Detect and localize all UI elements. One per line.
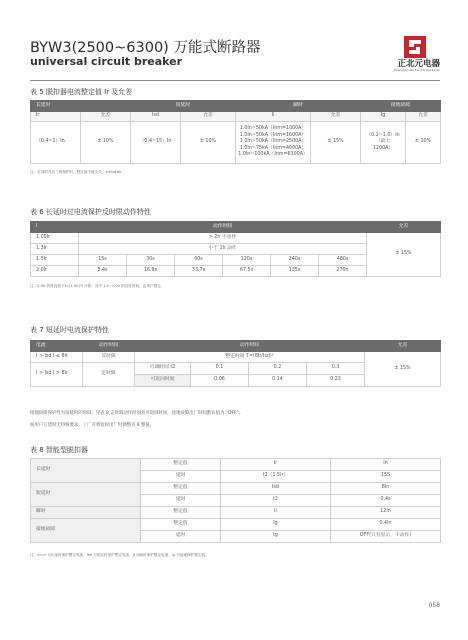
t8-value: In xyxy=(331,459,441,471)
t5-subhead: Ir xyxy=(31,112,81,122)
t7-head-mode: 动作时间 xyxy=(83,341,135,352)
t6-head-time: 动作时间 xyxy=(79,222,367,233)
page-title: BYW3(2500~6300) 万能式断路器 xyxy=(30,40,261,56)
t8-category: 长延时 xyxy=(31,459,141,483)
t7-r2b-cell: 0.14 xyxy=(249,375,307,387)
t8-category: 短延时 xyxy=(31,483,141,507)
t7-r1-time: 整定时间 T=(8Ir/Isd)² xyxy=(135,352,365,363)
t6-r3-cell: 15s xyxy=(79,255,127,266)
t5-ii-line: 1.0In~100kA（Inm=6300A） xyxy=(238,152,308,158)
t5-isd-tol: ± 10% xyxy=(181,122,236,164)
table6-title: 表 6 长延时过电流保护反时限动作特性 xyxy=(30,208,151,216)
t7-r2b-cell: 0.06 xyxy=(191,375,249,387)
t5-subhead: 允差 xyxy=(406,112,441,122)
t8-category: 瞬时 xyxy=(31,507,141,519)
t6-r3-cell: 120s xyxy=(223,255,271,266)
t5-subhead: Ig xyxy=(361,112,406,122)
table8-title: 表 8 智能型脱扣器 xyxy=(30,446,88,454)
t8-symbol: Ig xyxy=(221,519,331,531)
t8-symbol: Ii xyxy=(221,507,331,519)
t8-param: 整定值 xyxy=(141,519,221,531)
t5-group-instant: 瞬时 xyxy=(236,101,361,112)
t7-r2a-cell: 0.1 xyxy=(191,363,249,375)
t8-param: 整定值 xyxy=(141,507,221,519)
t6-r1-current: 1.05Ir xyxy=(31,233,79,244)
t5-subhead: Isd xyxy=(131,112,181,122)
table7-paragraph-2: 如用户订货时无特殊要求，工厂可将短时出厂时调整为 8 整值。 xyxy=(30,423,155,428)
t6-r4-cell: 16.9s xyxy=(127,266,175,277)
t7-r2a-cell: 0.3 xyxy=(307,363,365,375)
t5-subhead: 允差 xyxy=(181,112,236,122)
t7-r2-mode: 定时限 xyxy=(83,363,135,387)
t8-symbol: t2 xyxy=(221,495,331,507)
t6-tol: ± 15% xyxy=(367,233,441,277)
t8-symbol: Isd xyxy=(221,483,331,495)
table5-note: 注：在同时具有三段保护时，整定值不能交叉，Ir≥Isd≥Ii。 xyxy=(30,170,125,174)
logo-mark-icon xyxy=(404,36,426,58)
t7-r2-current: I > Isd I > 8Ir xyxy=(31,363,83,387)
t6-r4-current: 2.0Ir xyxy=(31,266,79,277)
t8-value: OFF(只有显示，不动作) xyxy=(331,531,441,543)
t8-param: 整定值 xyxy=(141,459,221,471)
table5-title: 表 5 脱扣器电流整定值 Ir 及允差 xyxy=(30,88,133,96)
t6-r4-cell: 135s xyxy=(271,266,319,277)
t6-r3-current: 1.5Ir xyxy=(31,255,79,266)
t8-param: 整定值 xyxy=(141,483,221,495)
table6 xyxy=(30,221,441,277)
table7-paragraph-1: 接地故障保护性为短延时的时间，见表 8 定时限动作时间及可返回时间，接地故障出厂时间默认值为 “OFF”。 xyxy=(30,411,244,416)
t8-param: 延时 xyxy=(141,531,221,543)
t7-head-current: 电流 xyxy=(31,341,83,352)
t6-r1-time: > 2h 不动作 xyxy=(79,233,367,244)
page-subtitle: universal circuit breaker xyxy=(30,55,183,68)
page-number: 058 xyxy=(428,602,440,609)
t8-param: 延时 xyxy=(141,471,221,483)
t7-head-tol: 允差 xyxy=(365,341,441,352)
t5-group-ground: 接地故障 xyxy=(361,101,441,112)
t6-head-current: I xyxy=(31,222,79,233)
header-divider xyxy=(30,80,440,81)
t8-param: 延时 xyxy=(141,495,221,507)
t5-ii-line: 1.0In~50kA（Inm=1000A） xyxy=(239,126,307,132)
logo-subtext: Zhengbeiyuan Electric Appliance xyxy=(393,68,440,72)
t8-value: 0.4In xyxy=(331,519,441,531)
t5-ii-tol: ± 15% xyxy=(311,122,361,164)
logo-text: 正北元电器 xyxy=(397,59,440,69)
t5-subhead: Ii xyxy=(236,112,311,122)
t7-head-time: 动作时间 xyxy=(135,341,365,352)
t6-r3-cell: 240s xyxy=(271,255,319,266)
table7 xyxy=(30,340,441,387)
t5-ii-line: 1.0In~50kA（Inm=2500A） xyxy=(239,139,307,145)
t5-isd: （0.4~15）In xyxy=(131,122,181,164)
t7-r1-mode: 反时限 xyxy=(83,352,135,363)
t8-category: 接地故障 xyxy=(31,519,141,543)
t6-r2-time: 小于 1h 动作 xyxy=(79,244,367,255)
t6-r2-current: 1.3Ir xyxy=(31,244,79,255)
page-header xyxy=(30,36,440,76)
t5-ig-line: （最大 xyxy=(375,139,391,145)
t5-ig xyxy=(361,122,406,164)
t7-r1-current: I > Isd I ≤ 8Ir xyxy=(31,352,83,363)
t8-value: 15S xyxy=(331,471,441,483)
table7-title: 表 7 短延时电流保护特性 xyxy=(30,326,109,334)
t6-r4-cell: 270n xyxy=(319,266,367,277)
t7-r2a-label: 可调时间 t2 xyxy=(135,363,191,375)
t6-r4-cell: 67.5s xyxy=(223,266,271,277)
table6-note: 注：2.0Ir 的时间按 I²t=(1.5Ir)²t 计算，其中 1.5~1.0Ir 的动作时间，由用户整定。 xyxy=(30,284,165,288)
table8-note: 注：In=Ir 为长延时保护整定电流，Isd 为短延时保护整定电流，Ii 为瞬时保护整定电流，Ig 为接地保护整定值。 xyxy=(30,553,209,557)
t5-ir: （0.4~1）In xyxy=(31,122,81,164)
t6-r3-cell: 30s xyxy=(127,255,175,266)
t8-symbol: t2（1.5Ir） xyxy=(221,471,331,483)
t8-value: 0.4s xyxy=(331,495,441,507)
t5-subhead: 允差 xyxy=(81,112,131,122)
t5-ig-line: （0.2~1.0）In xyxy=(366,132,400,138)
t5-group-short: 短延时 xyxy=(131,101,236,112)
t7-r2a-cell: 0.2 xyxy=(249,363,307,375)
t5-ig-tol: ± 10% xyxy=(406,122,441,164)
t5-ig-line: 1200A） xyxy=(372,145,394,151)
t5-ir-tol: ± 10% xyxy=(81,122,131,164)
t5-ii xyxy=(236,122,311,164)
t5-ii-line: 1.0In~50kA（Inm=1600A） xyxy=(239,132,307,138)
t8-value: 8In xyxy=(331,483,441,495)
t5-group-long: 长延时 xyxy=(31,101,131,112)
t8-symbol: Ir xyxy=(221,459,331,471)
t8-value: 12In xyxy=(331,507,441,519)
t6-head-tol: 允差 xyxy=(367,222,441,233)
t7-tol: ± 15% xyxy=(365,352,441,387)
t8-symbol: tg xyxy=(221,531,331,543)
table8 xyxy=(30,458,441,543)
t6-r3-cell: 60s xyxy=(175,255,223,266)
brand-logo xyxy=(384,36,440,76)
t6-r4-cell: 33.7s xyxy=(175,266,223,277)
t5-subhead: 允差 xyxy=(311,112,361,122)
t5-ii-line: 1.0In~75kA（Inm=4000A） xyxy=(239,145,307,151)
t7-r2b-label: 可返回时间 xyxy=(135,375,191,387)
t7-r2b-cell: 0.23 xyxy=(307,375,365,387)
table5 xyxy=(30,100,441,164)
t6-r4-cell: 8.4s xyxy=(79,266,127,277)
t6-r3-cell: 480s xyxy=(319,255,367,266)
